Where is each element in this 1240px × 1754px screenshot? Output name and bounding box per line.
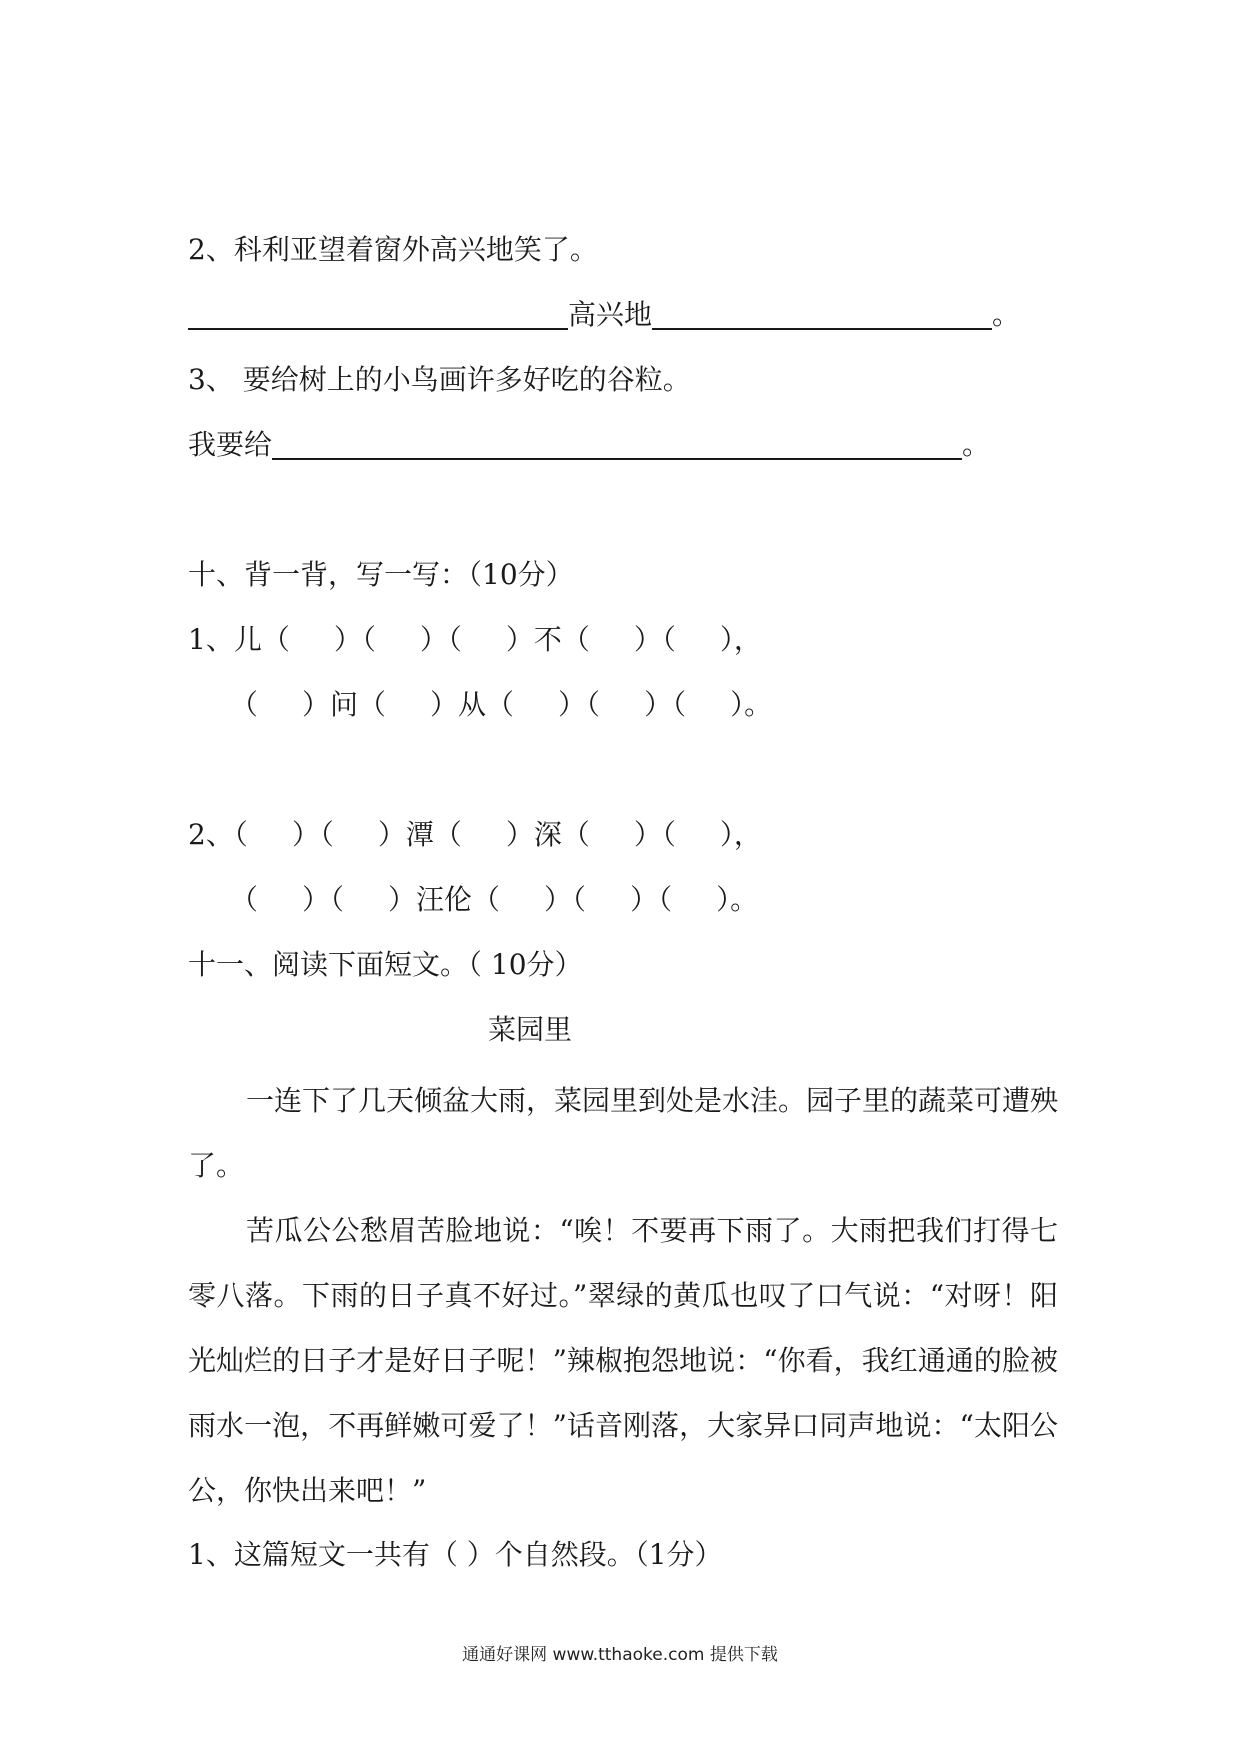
paren: ）（: [644, 688, 687, 721]
question-number: 1、儿: [188, 623, 262, 656]
paren: ）。: [716, 883, 759, 916]
paren: ）（: [633, 623, 676, 656]
paren: ）从（: [430, 688, 515, 721]
fill-end-text: 。: [992, 298, 1021, 331]
question-number: 2、: [188, 818, 234, 851]
fill-start-text: 我要给: [188, 428, 273, 461]
paren: ），: [719, 818, 762, 851]
passage-title: 菜园里: [487, 1013, 572, 1046]
question-10-2-line-1: [188, 815, 762, 855]
answer-blank[interactable]: [188, 298, 568, 330]
section-10-heading: 十、背一背，写一写：（10分）: [188, 558, 574, 591]
paren: ）（: [558, 688, 601, 721]
paren: ）（: [630, 883, 673, 916]
fill-middle-text: 高兴地: [568, 298, 653, 331]
page-footer: 通通好课网 www.tthaoke.com 提供下载: [462, 1645, 778, 1665]
paren: （: [230, 688, 259, 721]
question-10-1-line-2: [230, 685, 772, 725]
question-10-2-line-2: [230, 880, 758, 920]
question-9-2-fill-line: [188, 295, 1020, 335]
paren: ）（: [302, 883, 345, 916]
passage-paragraph-1: 一连下了几天倾盆大雨，菜园里到处是水洼。园子里的蔬菜可遭殃了。: [188, 1084, 1059, 1182]
fill-end-text: 。: [962, 428, 991, 461]
question-11-1: 1、这篇短文一共有（ ）个自然段。（1分）: [188, 1538, 723, 1571]
paren: ）。: [730, 688, 773, 721]
paren: ）（: [333, 623, 376, 656]
paren: ）（: [544, 883, 587, 916]
section-11-heading: 十一、阅读下面短文。（ 10分）: [188, 948, 583, 981]
answer-blank[interactable]: [272, 428, 962, 460]
question-9-2-prompt: 2、科利亚望着窗外高兴地笑了。: [188, 233, 598, 266]
question-9-3-fill-line: [188, 425, 990, 465]
paren: ）不（: [505, 623, 590, 656]
question-10-1-line-1: [188, 620, 762, 660]
passage-paragraph-2: 苦瓜公公愁眉苦脸地说：“唉！不要再下雨了。大雨把我们打得七零八落。下雨的日子真不好过。”翠绿的黄瓜也叹了口气说：“对呀！阳光灿烂的日子才是好日子呢！”辣椒抱怨地说：“你看，我红通通的脸被雨水一泡，不再鲜嫩可爱了！”话音刚落，大家异口同声地说：“太阳公公，你快出来吧！”: [188, 1214, 1058, 1507]
paren: ）深（: [505, 818, 590, 851]
paren: （: [230, 883, 259, 916]
paren: （: [233, 818, 248, 851]
question-9-3-prompt: 3、 要给树上的小鸟画许多好吃的谷粒。: [188, 363, 691, 396]
paren: ），: [719, 623, 762, 656]
paren: ）潭（: [377, 818, 462, 851]
answer-blank[interactable]: [652, 298, 992, 330]
paren: ）（: [633, 818, 676, 851]
paren: （: [261, 623, 290, 656]
paren: ）汪伦（: [388, 883, 501, 916]
paren: ）问（: [302, 688, 387, 721]
paren: ）（: [291, 818, 334, 851]
paren: ）（: [419, 623, 462, 656]
